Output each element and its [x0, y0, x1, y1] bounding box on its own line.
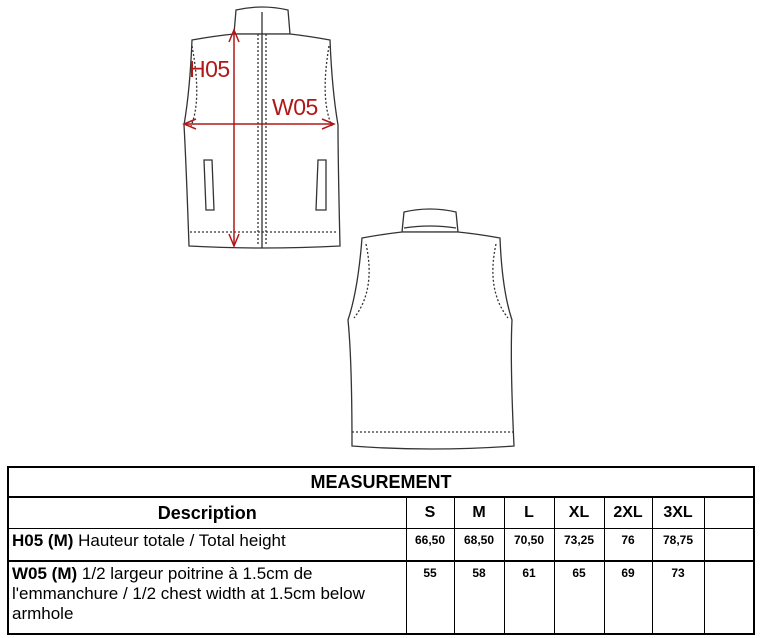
size-header: 3XL: [652, 497, 704, 529]
table-cell: 70,50: [504, 529, 554, 562]
table-cell: 65: [554, 561, 604, 634]
table-cell: 73,25: [554, 529, 604, 562]
vest-front-view: [184, 7, 340, 248]
back-collar: [402, 209, 458, 232]
row-text: 1/2 largeur poitrine à 1.5cm de l'emmanchure / 1/2 chest width at 1.5cm below armhole: [12, 564, 365, 623]
row-code: H05 (M): [12, 531, 74, 550]
table-cell: 68,50: [454, 529, 504, 562]
table-row: [8, 529, 754, 562]
size-header: S: [406, 497, 454, 529]
table-title: MEASUREMENT: [8, 467, 754, 497]
row-description: [8, 561, 406, 634]
measurement-table: [7, 466, 755, 635]
table-cell: [704, 561, 754, 634]
table-cell: 76: [604, 529, 652, 562]
size-header: [704, 497, 754, 529]
height-marker-label: H05: [189, 56, 230, 82]
table-cell: 69: [604, 561, 652, 634]
table-cell: 55: [406, 561, 454, 634]
description-header: Description: [8, 497, 406, 529]
table-cell: 73: [652, 561, 704, 634]
vest-back-view: [348, 209, 514, 449]
row-text: Hauteur totale / Total height: [73, 531, 286, 550]
table-cell: 78,75: [652, 529, 704, 562]
back-vest-body: [348, 232, 514, 449]
size-header: L: [504, 497, 554, 529]
size-header: 2XL: [604, 497, 652, 529]
table-cell: [704, 529, 754, 562]
table-cell: 66,50: [406, 529, 454, 562]
size-header: XL: [554, 497, 604, 529]
size-header: M: [454, 497, 504, 529]
table-cell: 61: [504, 561, 554, 634]
row-code: W05 (M): [12, 564, 78, 583]
table-cell: 58: [454, 561, 504, 634]
table-row: [8, 561, 754, 634]
row-description: [8, 529, 406, 562]
width-marker-label: W05: [272, 94, 318, 120]
